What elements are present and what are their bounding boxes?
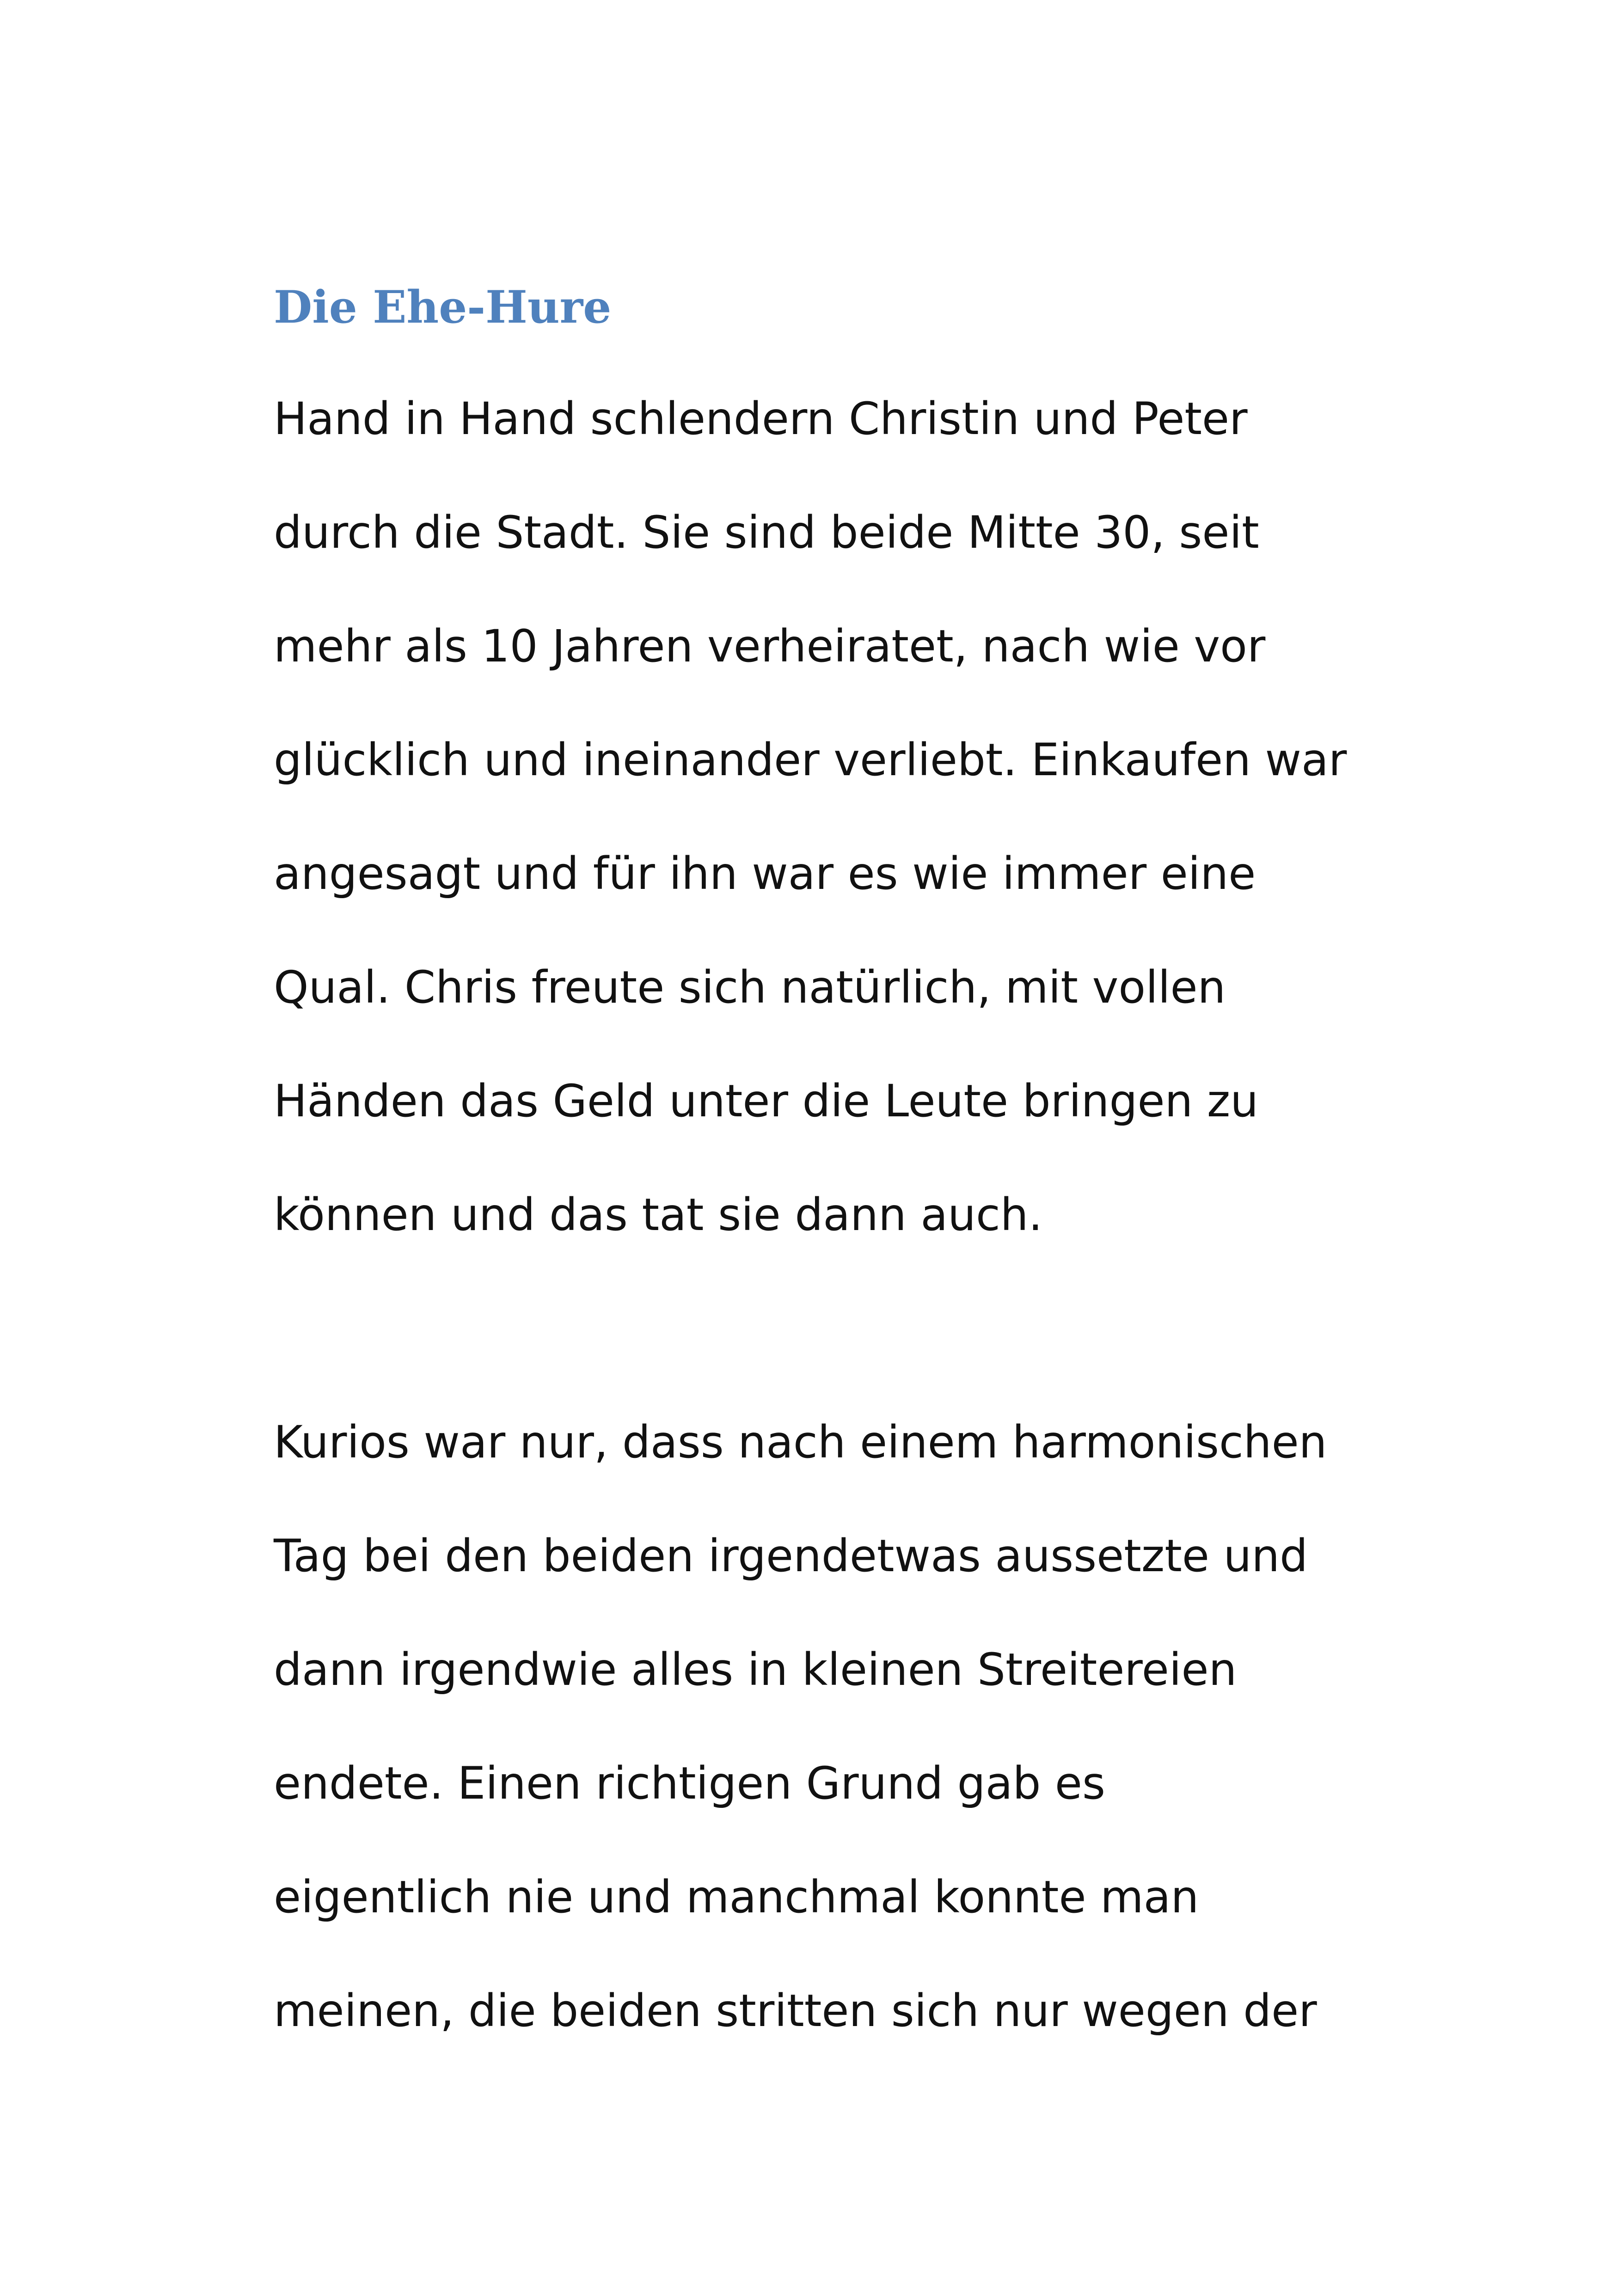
text-line: endete. Einen richtigen Grund gab es bbox=[274, 1757, 1105, 1809]
text-line: meinen, die beiden stritten sich nur wegen der bbox=[274, 1985, 1317, 2037]
text-line: angesagt und für ihn war es wie immer eine bbox=[274, 848, 1256, 900]
text-line: Hand in Hand schlendern Christin und Peter bbox=[274, 393, 1248, 445]
document-content bbox=[274, 277, 1383, 2068]
text-line: Qual. Chris freute sich natürlich, mit vollen bbox=[274, 961, 1226, 1013]
document-title: Die Ehe-Hure bbox=[274, 281, 612, 333]
text-line: Kurios war nur, dass nach einem harmonischen bbox=[274, 1416, 1327, 1468]
text-line: dann irgendwie alles in kleinen Streitereien bbox=[274, 1644, 1237, 1696]
text-line: mehr als 10 Jahren verheiratet, nach wie vor bbox=[274, 620, 1266, 672]
paragraph-2 bbox=[274, 1385, 1383, 2068]
text-line: Händen das Geld unter die Leute bringen zu bbox=[274, 1075, 1259, 1127]
text-line: Tag bei den beiden irgendetwas aussetzte und bbox=[274, 1530, 1308, 1582]
paragraph-1 bbox=[274, 362, 1383, 1272]
text-line: glücklich und ineinander verliebt. Einkaufen war bbox=[274, 734, 1347, 786]
text-line: durch die Stadt. Sie sind beide Mitte 30, seit bbox=[274, 507, 1259, 558]
text-line: können und das tat sie dann auch. bbox=[274, 1189, 1043, 1241]
text-line: eigentlich nie und manchmal konnte man bbox=[274, 1871, 1199, 1923]
